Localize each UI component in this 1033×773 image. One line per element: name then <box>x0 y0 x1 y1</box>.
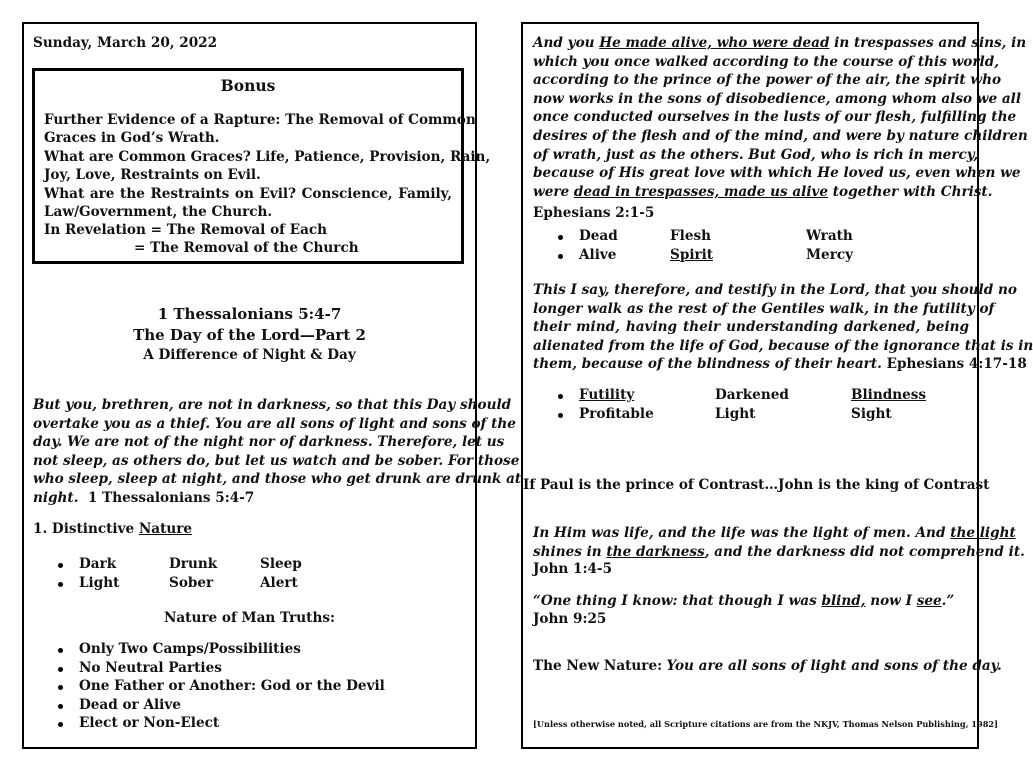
contrast-word: Sleep <box>260 556 302 572</box>
scripture-line: But you, brethren, are not in darkness, so that this Day should <box>33 397 512 413</box>
bullet-icon <box>58 563 63 568</box>
bullet-icon <box>58 648 63 653</box>
scripture-line: because of His great love with which He loved us, even when we <box>533 165 1021 182</box>
contrast-row <box>558 228 958 247</box>
point-keyword: Nature <box>138 521 193 537</box>
bonus-line: = The Removal of the Church <box>134 240 359 256</box>
text: together with Christ. <box>828 183 993 200</box>
scripture-line: alienated from the life of God, because of the ignorance that is in <box>533 337 1033 354</box>
contrast-word: Flesh <box>670 228 712 244</box>
contrast-word: Blindness <box>851 387 927 403</box>
bullet-icon <box>58 582 63 587</box>
bullet-icon <box>558 394 563 399</box>
ephesians-2-passage <box>533 34 1028 201</box>
contrast-word: Sober <box>169 575 214 591</box>
bonus-heading: Bonus <box>220 76 276 95</box>
contrast-row <box>558 387 958 406</box>
scripture-line <box>533 543 1025 562</box>
new-nature-statement <box>533 657 1002 675</box>
contrast-word: Alive <box>579 247 617 263</box>
right-page <box>521 22 1033 749</box>
bullet-icon <box>558 235 563 240</box>
text: them, because of the blindness of their heart. <box>533 356 882 373</box>
contrast-row <box>58 575 458 594</box>
truth-item <box>58 660 458 679</box>
contrast-word: Mercy <box>806 247 854 263</box>
contrast-statement: If Paul is the prince of Contrast…John is the king of Contrast <box>523 477 990 493</box>
text: were <box>533 183 574 200</box>
contrast-word: Futility <box>579 387 635 403</box>
scripture-line: overtake you as a thief. You are all sons of light and sons of the <box>33 415 516 432</box>
scripture-line: once conducted ourselves in the lusts of our flesh, fulfilling the <box>533 109 1017 126</box>
scripture-ref: 1 Thessalonians 5:4-7 <box>87 489 255 506</box>
text: now I <box>865 593 917 609</box>
scripture-ref: John 9:25 <box>533 611 607 627</box>
contrast-word: Sight <box>851 406 892 422</box>
bonus-box <box>32 68 491 264</box>
bullet-icon <box>58 667 63 672</box>
text: And you <box>533 35 600 51</box>
underlined-word: see <box>916 593 942 609</box>
scripture-line: according to the prince of the power of the air, the spirit who <box>533 72 1002 89</box>
scripture-line <box>533 183 993 202</box>
left-page <box>22 22 522 749</box>
scripture-line: their mind, having their understanding darkened, being <box>533 319 969 336</box>
truth-item <box>58 715 458 734</box>
scripture-line <box>533 34 1027 53</box>
text: , and the darkness did not comprehend it. <box>704 543 1025 560</box>
scripture-ref: John 1:4-5 <box>533 561 613 577</box>
new-nature-label: The New Nature: <box>533 658 663 674</box>
contrast-row <box>558 406 958 425</box>
contrast-row <box>58 556 458 575</box>
truth-text: Only Two Camps/Possibilities <box>79 641 301 657</box>
scripture-line: who sleep, sleep at night, and those who get drunk are drunk at <box>33 471 522 488</box>
underlined-phrase: dead in trespasses, made us alive <box>573 183 829 200</box>
scripture-line: of wrath, just as the others. But God, who is rich in mercy, <box>533 146 979 163</box>
bonus-line: In Revelation = The Removal of Each <box>44 222 328 238</box>
scripture-last-line <box>33 489 468 508</box>
john-9-quote <box>533 592 954 610</box>
contrast-word: Alert <box>260 575 298 591</box>
scripture-line: longer walk as the rest of the Gentiles walk, in the futility of <box>533 300 995 317</box>
scripture-line: desires of the flesh and of the mind, and were by nature children <box>533 127 1028 144</box>
scripture-line: not sleep, as others do, but let us watch and be sober. For those <box>33 452 520 469</box>
contrast-word: Drunk <box>169 556 218 572</box>
bulletin-date: Sunday, March 20, 2022 <box>33 35 218 51</box>
scripture-line <box>533 524 1016 543</box>
contrast-word: Dead <box>579 228 618 244</box>
sermon-subtitle: A Difference of Night & Day <box>143 347 356 363</box>
truth-text: No Neutral Parties <box>79 660 222 676</box>
contrast-word: Profitable <box>579 406 654 422</box>
scripture-last-line <box>533 355 1027 374</box>
underlined-phrase: the light <box>950 525 1016 541</box>
point-prefix: 1. Distinctive <box>33 521 139 537</box>
scripture-ref: Ephesians 2:1-5 <box>533 205 655 221</box>
contrast-word: Light <box>715 406 756 422</box>
scripture-passage <box>33 396 522 508</box>
bonus-line: Joy, Love, Restraints on Evil. <box>44 167 261 183</box>
text: in trespasses and sins, in <box>829 35 1027 51</box>
underlined-phrase: He made alive, who were dead <box>599 35 830 51</box>
contrast-word: Spirit <box>670 247 714 263</box>
contrast-word: Light <box>79 575 120 591</box>
text: .” <box>941 593 955 609</box>
truth-text: One Father or Another: God or the Devil <box>79 678 385 694</box>
scripture-line: This I say, therefore, and testify in the Lord, that you should no <box>533 282 1017 298</box>
truth-item <box>58 641 458 660</box>
scripture-line: night. <box>33 489 79 506</box>
bullet-icon <box>58 704 63 709</box>
text: In Him was life, and the life was the light of men. And <box>533 525 951 541</box>
sermon-reference: 1 Thessalonians 5:4-7 <box>157 305 342 323</box>
john-1-passage <box>533 524 1025 561</box>
contrast-row <box>558 247 958 266</box>
bonus-line: Further Evidence of a Rapture: The Removal of Common <box>44 112 476 128</box>
truths-heading: Nature of Man Truths: <box>163 610 336 626</box>
truth-text: Dead or Alive <box>79 697 181 713</box>
bonus-line: What are Common Graces? Life, Patience, Provision, Rain, <box>44 149 491 165</box>
point-heading <box>33 520 192 538</box>
scripture-line: now works in the sons of disobedience, among whom also we all <box>533 90 1022 107</box>
bullet-icon <box>58 722 63 727</box>
bullet-icon <box>58 685 63 690</box>
bullet-icon <box>558 254 563 259</box>
bullet-icon <box>558 413 563 418</box>
truth-item <box>58 697 458 716</box>
new-nature-text: You are all sons of light and sons of the day. <box>666 658 1002 674</box>
contrast-word: Wrath <box>806 228 853 244</box>
truth-item <box>58 678 458 697</box>
footnote: [Unless otherwise noted, all Scripture citations are from the NKJV, Thomas Nelson Publishing, 1982] <box>533 719 998 729</box>
text: shines in <box>533 543 607 560</box>
bonus-line: What are the Restraints on Evil? Conscience, Family, <box>44 186 452 202</box>
contrast-word: Darkened <box>715 387 789 403</box>
truth-text: Elect or Non-Elect <box>79 715 220 731</box>
sermon-title: The Day of the Lord—Part 2 <box>133 326 366 344</box>
underlined-phrase: the darkness <box>606 543 705 560</box>
underlined-word: blind, <box>821 593 866 609</box>
text: “One thing I know: that though I was <box>533 593 822 609</box>
scripture-ref: Ephesians 4:17-18 <box>886 356 1027 373</box>
contrast-word: Dark <box>79 556 117 572</box>
scripture-line: day. We are not of the night nor of darkness. Therefore, let us <box>33 434 505 451</box>
bonus-line: Graces in God’s Wrath. <box>44 130 220 146</box>
ephesians-4-passage <box>533 281 1033 374</box>
scripture-line: which you once walked according to the course of this world, <box>533 53 999 70</box>
bonus-line: Law/Government, the Church. <box>44 204 273 220</box>
